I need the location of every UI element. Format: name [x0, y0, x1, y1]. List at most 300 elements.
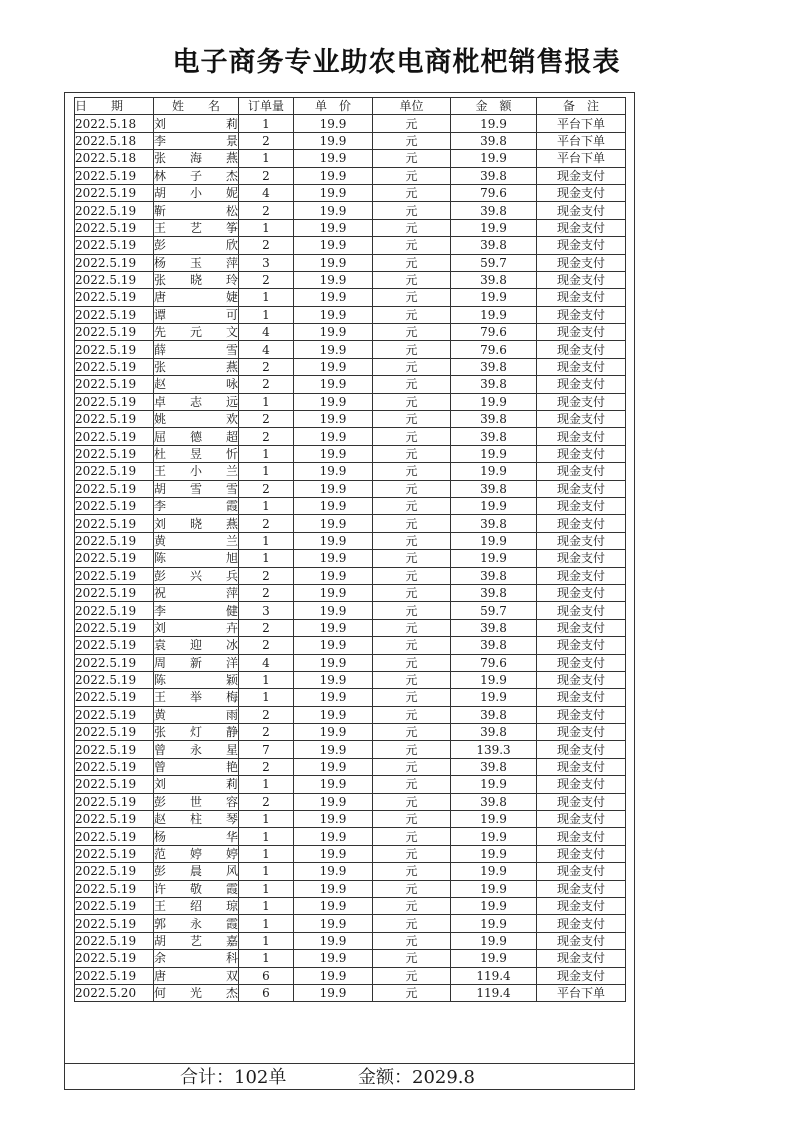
cell-note: 现金支付 [537, 671, 626, 688]
cell-unit: 元 [373, 532, 451, 549]
cell-price: 19.9 [294, 811, 373, 828]
cell-amount: 119.4 [451, 984, 537, 1001]
cell-unit: 元 [373, 863, 451, 880]
cell-date: 2022.5.19 [75, 793, 154, 810]
header-date: 日 期 [75, 98, 154, 115]
cell-note: 现金支付 [537, 393, 626, 410]
cell-name: 赵咏 [154, 377, 238, 392]
cell-amount: 19.9 [451, 532, 537, 549]
cell-note: 平台下单 [537, 150, 626, 167]
cell-qty: 1 [239, 776, 294, 793]
cell-name: 袁迎冰 [154, 638, 238, 653]
cell-price: 19.9 [294, 532, 373, 549]
cell-unit: 元 [373, 915, 451, 932]
cell-date: 2022.5.19 [75, 880, 154, 897]
table-row [75, 254, 626, 271]
cell-unit: 元 [373, 793, 451, 810]
table-row [75, 637, 626, 654]
cell-amount: 39.8 [451, 480, 537, 497]
cell-name: 靳松 [154, 203, 238, 218]
cell-date: 2022.5.19 [75, 950, 154, 967]
cell-date: 2022.5.19 [75, 515, 154, 532]
cell-note: 现金支付 [537, 793, 626, 810]
cell-qty: 1 [239, 463, 294, 480]
cell-name: 刘晓燕 [154, 516, 238, 531]
cell-unit: 元 [373, 306, 451, 323]
cell-name: 胡小妮 [154, 186, 238, 201]
cell-qty: 2 [239, 132, 294, 149]
cell-qty: 7 [239, 741, 294, 758]
cell-price: 19.9 [294, 950, 373, 967]
cell-price: 19.9 [294, 724, 373, 741]
cell-note: 现金支付 [537, 741, 626, 758]
cell-amount: 19.9 [451, 497, 537, 514]
cell-date: 2022.5.19 [75, 202, 154, 219]
cell-price: 19.9 [294, 289, 373, 306]
table-row [75, 567, 626, 584]
table-row [75, 758, 626, 775]
cell-name: 范婷婷 [154, 846, 238, 861]
cell-amount: 19.9 [451, 932, 537, 949]
cell-price: 19.9 [294, 689, 373, 706]
cell-price: 19.9 [294, 880, 373, 897]
cell-name: 刘莉 [154, 777, 238, 792]
cell-price: 19.9 [294, 237, 373, 254]
cell-price: 19.9 [294, 376, 373, 393]
table-row [75, 445, 626, 462]
cell-price: 19.9 [294, 358, 373, 375]
cell-date: 2022.5.19 [75, 915, 154, 932]
cell-amount: 19.9 [451, 445, 537, 462]
table-row [75, 324, 626, 341]
cell-date: 2022.5.19 [75, 289, 154, 306]
table-row [75, 584, 626, 601]
cell-price: 19.9 [294, 584, 373, 601]
cell-note: 现金支付 [537, 254, 626, 271]
cell-note: 现金支付 [537, 619, 626, 636]
cell-note: 现金支付 [537, 306, 626, 323]
cell-qty: 1 [239, 150, 294, 167]
table-row [75, 776, 626, 793]
cell-unit: 元 [373, 689, 451, 706]
table-row [75, 845, 626, 862]
cell-unit: 元 [373, 619, 451, 636]
cell-qty: 1 [239, 219, 294, 236]
cell-name: 黄雨 [154, 707, 238, 722]
cell-amount: 39.8 [451, 428, 537, 445]
cell-unit: 元 [373, 706, 451, 723]
cell-name: 曾永星 [154, 742, 238, 757]
cell-amount: 39.8 [451, 724, 537, 741]
cell-name: 李健 [154, 603, 238, 618]
cell-price: 19.9 [294, 428, 373, 445]
cell-name: 周新洋 [154, 655, 238, 670]
cell-name: 彭世容 [154, 794, 238, 809]
cell-qty: 4 [239, 341, 294, 358]
cell-unit: 元 [373, 167, 451, 184]
cell-amount: 19.9 [451, 463, 537, 480]
cell-note: 现金支付 [537, 811, 626, 828]
cell-note: 现金支付 [537, 602, 626, 619]
cell-name: 赵柱琴 [154, 812, 238, 827]
cell-amount: 39.8 [451, 358, 537, 375]
table-row [75, 393, 626, 410]
header-price: 单 价 [294, 98, 373, 115]
table-row [75, 619, 626, 636]
cell-note: 现金支付 [537, 411, 626, 428]
cell-date: 2022.5.19 [75, 428, 154, 445]
cell-price: 19.9 [294, 602, 373, 619]
cell-date: 2022.5.19 [75, 167, 154, 184]
cell-note: 现金支付 [537, 724, 626, 741]
cell-name: 刘莉 [154, 116, 238, 131]
cell-unit: 元 [373, 758, 451, 775]
table-row [75, 167, 626, 184]
cell-qty: 2 [239, 428, 294, 445]
cell-note: 现金支付 [537, 497, 626, 514]
table-row [75, 984, 626, 1001]
cell-note: 平台下单 [537, 115, 626, 132]
cell-unit: 元 [373, 671, 451, 688]
cell-qty: 1 [239, 932, 294, 949]
cell-price: 19.9 [294, 567, 373, 584]
cell-unit: 元 [373, 776, 451, 793]
cell-amount: 39.8 [451, 706, 537, 723]
cell-qty: 2 [239, 758, 294, 775]
table-row [75, 550, 626, 567]
cell-note: 现金支付 [537, 932, 626, 949]
cell-price: 19.9 [294, 741, 373, 758]
cell-price: 19.9 [294, 254, 373, 271]
cell-note: 现金支付 [537, 237, 626, 254]
cell-name: 张燕 [154, 360, 238, 375]
cell-unit: 元 [373, 150, 451, 167]
cell-qty: 2 [239, 793, 294, 810]
cell-note: 现金支付 [537, 776, 626, 793]
cell-price: 19.9 [294, 480, 373, 497]
table-header-row [75, 98, 626, 115]
cell-unit: 元 [373, 515, 451, 532]
cell-unit: 元 [373, 950, 451, 967]
cell-price: 19.9 [294, 967, 373, 984]
cell-name: 屈德超 [154, 429, 238, 444]
cell-note: 现金支付 [537, 637, 626, 654]
report-title: 电子商务专业助农电商枇杷销售报表 [172, 47, 621, 78]
cell-date: 2022.5.19 [75, 724, 154, 741]
cell-name: 李景 [154, 133, 238, 148]
cell-price: 19.9 [294, 984, 373, 1001]
table-row [75, 150, 626, 167]
cell-name: 胡雪雪 [154, 481, 238, 496]
cell-amount: 39.8 [451, 202, 537, 219]
table-row [75, 967, 626, 984]
table-row [75, 532, 626, 549]
header-note: 备 注 [537, 98, 626, 115]
cell-amount: 39.8 [451, 793, 537, 810]
cell-note: 现金支付 [537, 271, 626, 288]
table-row [75, 654, 626, 671]
cell-amount: 19.9 [451, 306, 537, 323]
cell-price: 19.9 [294, 184, 373, 201]
cell-date: 2022.5.19 [75, 671, 154, 688]
table-row [75, 289, 626, 306]
cell-price: 19.9 [294, 150, 373, 167]
cell-note: 现金支付 [537, 758, 626, 775]
header-unit: 单位 [373, 98, 451, 115]
cell-name: 王绍琼 [154, 899, 238, 914]
cell-note: 现金支付 [537, 689, 626, 706]
cell-price: 19.9 [294, 915, 373, 932]
cell-price: 19.9 [294, 271, 373, 288]
cell-date: 2022.5.19 [75, 324, 154, 341]
table-row [75, 306, 626, 323]
cell-unit: 元 [373, 724, 451, 741]
table-row [75, 915, 626, 932]
cell-qty: 1 [239, 689, 294, 706]
cell-unit: 元 [373, 602, 451, 619]
cell-qty: 1 [239, 845, 294, 862]
cell-note: 现金支付 [537, 167, 626, 184]
cell-amount: 59.7 [451, 254, 537, 271]
table-row [75, 428, 626, 445]
cell-price: 19.9 [294, 515, 373, 532]
table-row [75, 880, 626, 897]
cell-note: 现金支付 [537, 463, 626, 480]
cell-price: 19.9 [294, 115, 373, 132]
cell-price: 19.9 [294, 619, 373, 636]
cell-unit: 元 [373, 480, 451, 497]
table-row [75, 115, 626, 132]
cell-price: 19.9 [294, 845, 373, 862]
cell-name: 祝萍 [154, 586, 238, 601]
cell-qty: 2 [239, 567, 294, 584]
cell-name: 彭兴兵 [154, 568, 238, 583]
cell-qty: 1 [239, 950, 294, 967]
cell-unit: 元 [373, 324, 451, 341]
cell-qty: 3 [239, 254, 294, 271]
cell-name: 张海燕 [154, 151, 238, 166]
cell-amount: 19.9 [451, 671, 537, 688]
cell-amount: 39.8 [451, 637, 537, 654]
cell-amount: 39.8 [451, 411, 537, 428]
table-row [75, 863, 626, 880]
cell-name: 张灯静 [154, 725, 238, 740]
cell-qty: 1 [239, 671, 294, 688]
cell-amount: 39.8 [451, 758, 537, 775]
cell-date: 2022.5.19 [75, 932, 154, 949]
cell-date: 2022.5.19 [75, 463, 154, 480]
table-row [75, 463, 626, 480]
cell-date: 2022.5.19 [75, 619, 154, 636]
cell-price: 19.9 [294, 793, 373, 810]
cell-note: 现金支付 [537, 515, 626, 532]
cell-note: 现金支付 [537, 828, 626, 845]
cell-unit: 元 [373, 445, 451, 462]
cell-qty: 1 [239, 915, 294, 932]
table-row [75, 932, 626, 949]
cell-amount: 19.9 [451, 115, 537, 132]
cell-date: 2022.5.19 [75, 306, 154, 323]
cell-unit: 元 [373, 463, 451, 480]
cell-price: 19.9 [294, 167, 373, 184]
table-row [75, 828, 626, 845]
table-row [75, 271, 626, 288]
cell-note: 平台下单 [537, 984, 626, 1001]
cell-price: 19.9 [294, 341, 373, 358]
cell-name: 杨玉萍 [154, 255, 238, 270]
cell-price: 19.9 [294, 132, 373, 149]
cell-qty: 2 [239, 376, 294, 393]
cell-qty: 1 [239, 306, 294, 323]
cell-price: 19.9 [294, 445, 373, 462]
cell-amount: 19.9 [451, 863, 537, 880]
cell-qty: 1 [239, 811, 294, 828]
cell-unit: 元 [373, 289, 451, 306]
cell-date: 2022.5.19 [75, 758, 154, 775]
cell-price: 19.9 [294, 550, 373, 567]
cell-note: 现金支付 [537, 950, 626, 967]
cell-qty: 1 [239, 445, 294, 462]
cell-amount: 39.8 [451, 167, 537, 184]
cell-unit: 元 [373, 828, 451, 845]
cell-name: 余科 [154, 951, 238, 966]
table-row [75, 950, 626, 967]
cell-note: 现金支付 [537, 654, 626, 671]
cell-price: 19.9 [294, 637, 373, 654]
cell-qty: 2 [239, 271, 294, 288]
cell-note: 现金支付 [537, 480, 626, 497]
table-row [75, 376, 626, 393]
header-qty: 订单量 [239, 98, 294, 115]
cell-unit: 元 [373, 254, 451, 271]
cell-unit: 元 [373, 341, 451, 358]
cell-unit: 元 [373, 967, 451, 984]
cell-amount: 19.9 [451, 289, 537, 306]
table-row [75, 689, 626, 706]
cell-date: 2022.5.19 [75, 776, 154, 793]
cell-amount: 19.9 [451, 845, 537, 862]
cell-price: 19.9 [294, 932, 373, 949]
cell-note: 现金支付 [537, 341, 626, 358]
cell-date: 2022.5.19 [75, 863, 154, 880]
cell-price: 19.9 [294, 758, 373, 775]
cell-date: 2022.5.19 [75, 741, 154, 758]
cell-name: 刘卉 [154, 620, 238, 635]
cell-note: 现金支付 [537, 706, 626, 723]
cell-amount: 119.4 [451, 967, 537, 984]
table-row [75, 411, 626, 428]
cell-unit: 元 [373, 497, 451, 514]
cell-price: 19.9 [294, 706, 373, 723]
cell-date: 2022.5.19 [75, 254, 154, 271]
cell-name: 黄兰 [154, 533, 238, 548]
cell-note: 现金支付 [537, 863, 626, 880]
cell-qty: 2 [239, 584, 294, 601]
cell-amount: 19.9 [451, 219, 537, 236]
cell-name: 胡艺嘉 [154, 933, 238, 948]
cell-date: 2022.5.19 [75, 567, 154, 584]
cell-qty: 2 [239, 515, 294, 532]
cell-name: 王小兰 [154, 464, 238, 479]
table-body [75, 115, 626, 1002]
cell-note: 现金支付 [537, 324, 626, 341]
cell-qty: 3 [239, 602, 294, 619]
cell-name: 林子杰 [154, 168, 238, 183]
cell-amount: 19.9 [451, 897, 537, 914]
cell-note: 现金支付 [537, 184, 626, 201]
cell-name: 姚欢 [154, 412, 238, 427]
cell-note: 现金支付 [537, 428, 626, 445]
total-count: 合计：102单 [180, 1067, 287, 1088]
cell-name: 唐婕 [154, 290, 238, 305]
cell-date: 2022.5.19 [75, 184, 154, 201]
cell-date: 2022.5.18 [75, 132, 154, 149]
cell-unit: 元 [373, 115, 451, 132]
cell-name: 谭可 [154, 307, 238, 322]
cell-amount: 39.8 [451, 584, 537, 601]
cell-unit: 元 [373, 376, 451, 393]
cell-date: 2022.5.19 [75, 358, 154, 375]
cell-price: 19.9 [294, 671, 373, 688]
cell-amount: 19.9 [451, 689, 537, 706]
cell-price: 19.9 [294, 324, 373, 341]
cell-unit: 元 [373, 219, 451, 236]
cell-name: 王举梅 [154, 690, 238, 705]
cell-name: 郭永霞 [154, 916, 238, 931]
cell-note: 现金支付 [537, 897, 626, 914]
cell-date: 2022.5.19 [75, 532, 154, 549]
cell-note: 现金支付 [537, 358, 626, 375]
cell-date: 2022.5.19 [75, 584, 154, 601]
cell-date: 2022.5.19 [75, 497, 154, 514]
cell-unit: 元 [373, 550, 451, 567]
cell-amount: 19.9 [451, 550, 537, 567]
cell-unit: 元 [373, 393, 451, 410]
cell-name: 何光杰 [154, 986, 238, 1001]
cell-unit: 元 [373, 237, 451, 254]
cell-qty: 1 [239, 550, 294, 567]
cell-amount: 19.9 [451, 393, 537, 410]
cell-name: 先元文 [154, 325, 238, 340]
table-row [75, 358, 626, 375]
cell-qty: 2 [239, 167, 294, 184]
table-row [75, 515, 626, 532]
cell-unit: 元 [373, 184, 451, 201]
table-row [75, 341, 626, 358]
cell-qty: 2 [239, 358, 294, 375]
cell-date: 2022.5.19 [75, 811, 154, 828]
table-row [75, 480, 626, 497]
cell-date: 2022.5.19 [75, 845, 154, 862]
cell-amount: 39.8 [451, 619, 537, 636]
cell-amount: 39.8 [451, 271, 537, 288]
header-amount: 金 额 [451, 98, 537, 115]
cell-date: 2022.5.19 [75, 445, 154, 462]
table-row [75, 811, 626, 828]
table-row [75, 897, 626, 914]
cell-qty: 1 [239, 880, 294, 897]
cell-qty: 1 [239, 115, 294, 132]
table-row [75, 724, 626, 741]
cell-amount: 79.6 [451, 654, 537, 671]
cell-unit: 元 [373, 132, 451, 149]
table-row [75, 671, 626, 688]
cell-note: 现金支付 [537, 532, 626, 549]
cell-amount: 139.3 [451, 741, 537, 758]
cell-qty: 2 [239, 637, 294, 654]
cell-qty: 1 [239, 863, 294, 880]
cell-qty: 1 [239, 828, 294, 845]
